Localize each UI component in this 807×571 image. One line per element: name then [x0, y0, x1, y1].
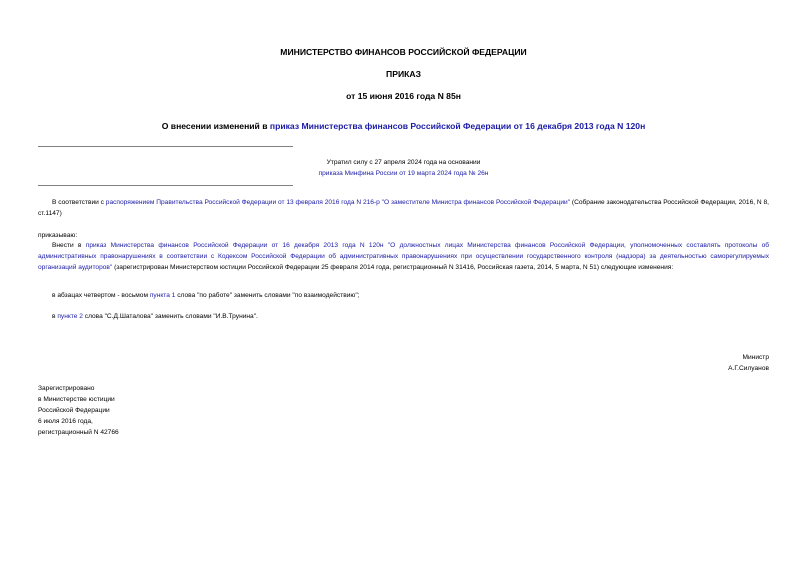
- item-1: [52, 290, 360, 301]
- status-note: [0, 157, 807, 179]
- item-2-link[interactable]: пункте 2: [57, 313, 83, 320]
- item-1-text1: в абзацах четвертом - восьмом: [52, 292, 150, 299]
- item-2: [52, 311, 258, 322]
- signature-block: [600, 352, 769, 374]
- signature-position: Министр: [742, 354, 769, 361]
- doc-title-prefix: О внесении изменений в: [161, 121, 270, 131]
- doc-date-number: от 15 июня 2016 года N 85н: [346, 91, 461, 101]
- status-note-link[interactable]: приказа Минфина России от 19 марта 2024 года № 26н: [318, 170, 489, 177]
- registration-line-2: в Министерстве юстиции: [38, 396, 115, 403]
- registration-line-5: регистрационный N 42766: [38, 429, 119, 436]
- preamble-text1: В соответствии с: [52, 199, 106, 206]
- preamble-text2: (Собрание законодательства Российской Федерации, 2016, N 8, ст.1147): [38, 199, 770, 217]
- doc-title: [0, 121, 807, 131]
- preamble-paragraph: [38, 197, 769, 219]
- doc-title-link[interactable]: приказ Министерства финансов Российской Федерации от 16 декабря 2013 года N 120н: [269, 121, 646, 131]
- main-paragraph: [38, 240, 769, 273]
- registration-line-3: Российской Федерации: [38, 407, 110, 414]
- item-1-text2: слова "по работе" заменить словами "по взаимодействию";: [175, 292, 360, 299]
- registration-block: [38, 383, 119, 438]
- registration-line-1: Зарегистрировано: [38, 385, 95, 392]
- signature-name: А.Г.Силуанов: [728, 365, 769, 372]
- preamble-link[interactable]: распоряжением Правительства Российской Федерации от 13 февраля 2016 года N 216-р "О заместителе Министра финансов Российской Федерации": [105, 199, 571, 206]
- registration-line-4: 6 июля 2016 года,: [38, 418, 93, 425]
- status-note-line1: Утратил силу с 27 апреля 2024 года на основании: [326, 159, 481, 166]
- item-2-text2: слова "С.Д.Шаталова" заменить словами "И.В.Трунина".: [82, 313, 258, 320]
- divider-top: [38, 146, 293, 147]
- main-text2: (зарегистрирован Министерством юстиции Российской Федерации 25 февраля 2014 года, регистрационный N 31416, Российская газета, 2014, 5 марта, N 51) следующие изменения:: [112, 264, 674, 271]
- ministry-heading: МИНИСТЕРСТВО ФИНАНСОВ РОССИЙСКОЙ ФЕДЕРАЦИИ: [280, 47, 527, 57]
- order-word: приказываю:: [38, 232, 78, 239]
- item-2-text1: в: [52, 313, 58, 320]
- main-link[interactable]: приказ Министерства финансов Российской Федерации от 16 декабря 2013 года N 120н "О должностных лицах Министерства финансов Российской Федерации, уполномоченных составлять протоколы об административных правонарушениях в соответствии с Кодексом Российской Федерации об административных правонарушениях при осуществлении государственного контроля (надзора) за деятельностью саморегулируемых организаций аудиторов": [38, 242, 770, 271]
- item-1-link[interactable]: пункта 1: [149, 292, 176, 299]
- doc-type-heading: ПРИКАЗ: [386, 69, 421, 79]
- main-text1: Внести в: [52, 242, 86, 249]
- divider-bottom: [38, 185, 293, 186]
